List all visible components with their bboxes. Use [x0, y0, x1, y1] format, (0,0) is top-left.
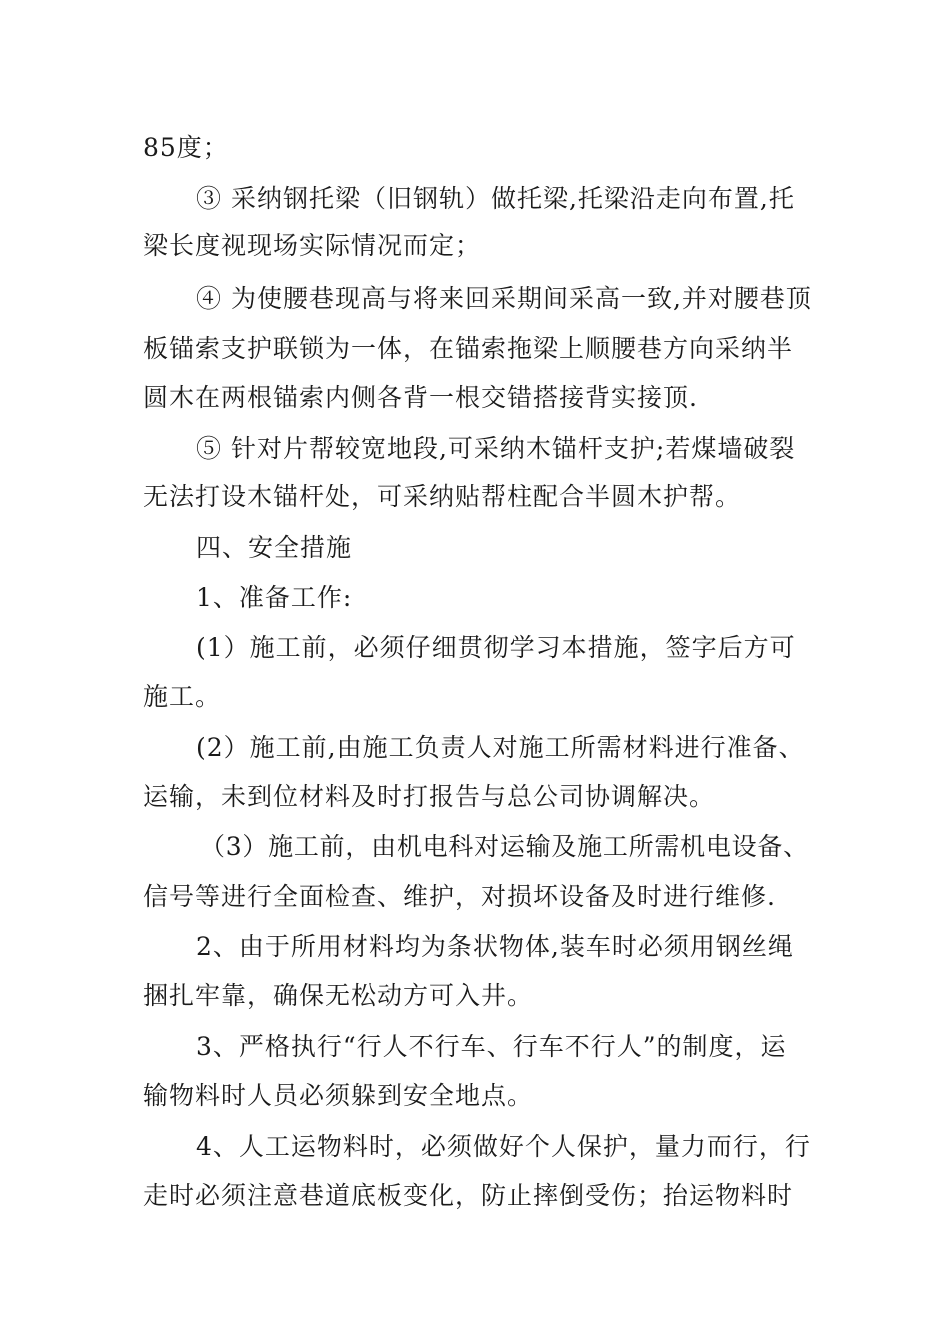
section-heading: 四、安全措施	[196, 533, 353, 562]
text-line: 无法打设木锚杆处，可采纳贴帮柱配合半圆木护帮。	[143, 482, 742, 511]
text-line: 圆木在两根锚索内侧各背一根交错搭接背实接顶.	[143, 383, 698, 412]
text-line: (2）施工前,由施工负责人对施工所需材料进行准备、	[196, 733, 805, 762]
text-line: 信号等进行全面检查、维护，对损坏设备及时进行维修.	[143, 882, 776, 911]
text-line: (1）施工前，必须仔细贯彻学习本措施，签字后方可	[196, 633, 796, 662]
subsection-heading: 1、准备工作:	[196, 583, 353, 612]
text-line: 板锚索支护联锁为一体，在锚索拖梁上顺腰巷方向采纳半	[143, 334, 794, 363]
text-line: 3、严格执行“行人不行车、行车不行人”的制度，运	[196, 1032, 787, 1061]
text-line: 4、人工运物料时，必须做好个人保护，量力而行，行	[196, 1132, 811, 1161]
text-line: 2、由于所用材料均为条状物体,装车时必须用钢丝绳	[196, 932, 794, 961]
text-line: 梁长度视现场实际情况而定；	[143, 231, 482, 260]
text-line: （3）施工前，由机电科对运输及施工所需机电设备、	[200, 832, 809, 861]
text-line: 85度；	[143, 133, 229, 162]
text-line: 施工。	[143, 682, 222, 711]
text-line: ⑤ 针对片帮较宽地段,可采纳木锚杆支护;若煤墙破裂	[196, 434, 796, 463]
text-line: 捆扎牢靠，确保无松动方可入井。	[143, 981, 534, 1010]
text-line: 输物料时人员必须躲到安全地点。	[143, 1081, 534, 1110]
text-line: ④ 为使腰巷现高与将来回采期间采高一致,并对腰巷顶	[196, 284, 812, 313]
text-line: 运输，未到位材料及时打报告与总公司协调解决。	[143, 782, 716, 811]
text-line: 走时必须注意巷道底板变化，防止摔倒受伤；抬运物料时	[143, 1181, 794, 1210]
text-line: ③ 采纳钢托梁（旧钢轨）做托梁,托梁沿走向布置,托	[196, 184, 795, 213]
